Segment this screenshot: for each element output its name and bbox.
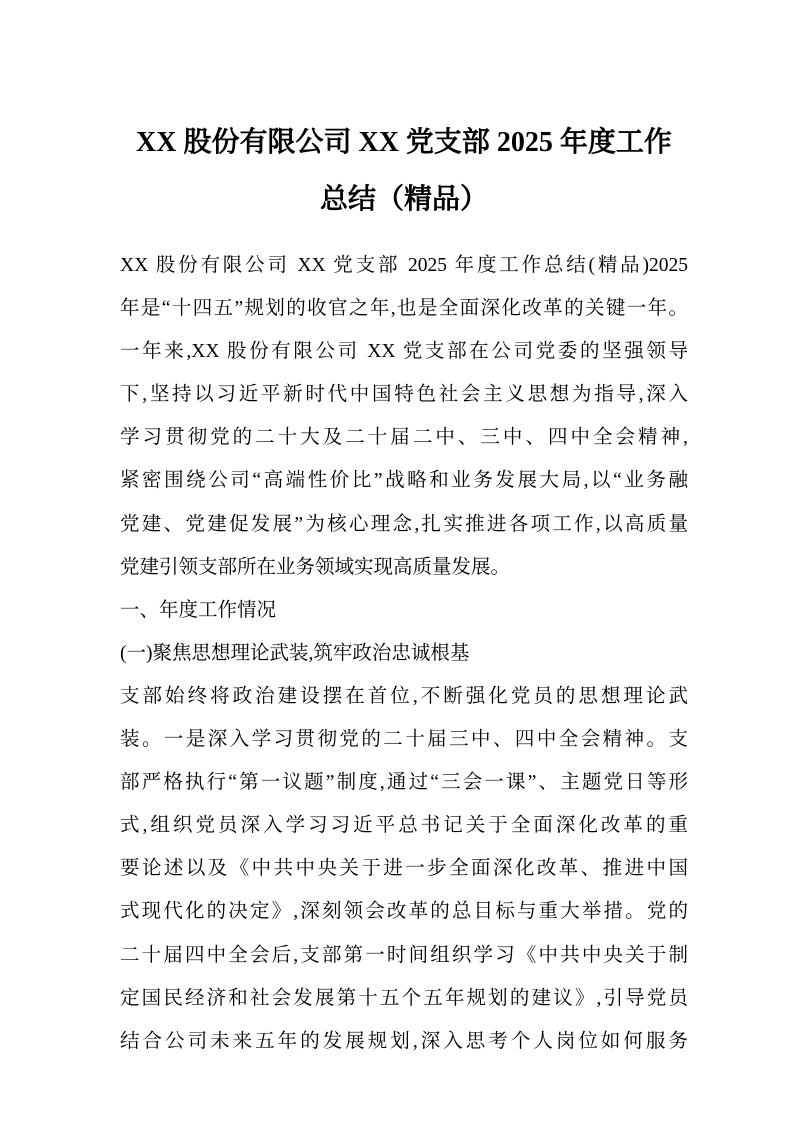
section-heading: 一、年度工作情况 bbox=[120, 599, 277, 621]
body-line: 定国民经济和社会发展第十五个五年规划的建议》,引导党员 bbox=[120, 987, 688, 1009]
subsection-heading: (一)聚焦思想理论武装,筑牢政治忠诚根基 bbox=[120, 642, 470, 664]
body-line: 一年来,XX 股份有限公司 XX 党支部在公司党委的坚强领导 bbox=[120, 341, 688, 363]
body-line: 二十届四中全会后,支部第一时间组织学习《中共中央关于制 bbox=[120, 944, 688, 966]
body-line: 党建、党建促发展”为核心理念,扎实推进各项工作,以高质量 bbox=[120, 513, 688, 535]
document-title-line-2: 总结（精品） bbox=[319, 184, 488, 215]
body-line: 学习贯彻党的二十大及二十届二中、三中、四中全会精神, bbox=[120, 427, 688, 449]
body-line: 要论述以及《中共中央关于进一步全面深化改革、推进中国 bbox=[120, 858, 688, 880]
body-line: XX 股份有限公司 XX 党支部 2025 年度工作总结(精品)2025 bbox=[120, 255, 688, 276]
document-body bbox=[120, 244, 688, 1063]
body-line: 部严格执行“第一议题”制度,通过“三会一课”、主题党日等形 bbox=[120, 772, 688, 794]
body-line: 紧密围绕公司“高端性价比”战略和业务发展大局,以“业务融 bbox=[120, 470, 688, 492]
document-title bbox=[120, 114, 688, 228]
body-line: 年是“十四五”规划的收官之年,也是全面深化改革的关键一年。 bbox=[120, 298, 688, 320]
body-line: 式现代化的决定》,深刻领会改革的总目标与重大举措。党的 bbox=[120, 901, 688, 923]
body-line: 下,坚持以习近平新时代中国特色社会主义思想为指导,深入 bbox=[120, 384, 688, 406]
body-line: 结合公司未来五年的发展规划,深入思考个人岗位如何服务 bbox=[120, 1030, 688, 1052]
body-line: 式,组织党员深入学习习近平总书记关于全面深化改革的重 bbox=[120, 815, 688, 837]
document-title-line-1: XX 股份有限公司 XX 党支部 2025 年度工作 bbox=[136, 127, 672, 158]
body-line: 装。一是深入学习贯彻党的二十届三中、四中全会精神。支 bbox=[120, 729, 688, 751]
body-line: 党建引领支部所在业务领域实现高质量发展。 bbox=[120, 556, 511, 578]
body-line: 支部始终将政治建设摆在首位,不断强化党员的思想理论武 bbox=[120, 685, 688, 707]
